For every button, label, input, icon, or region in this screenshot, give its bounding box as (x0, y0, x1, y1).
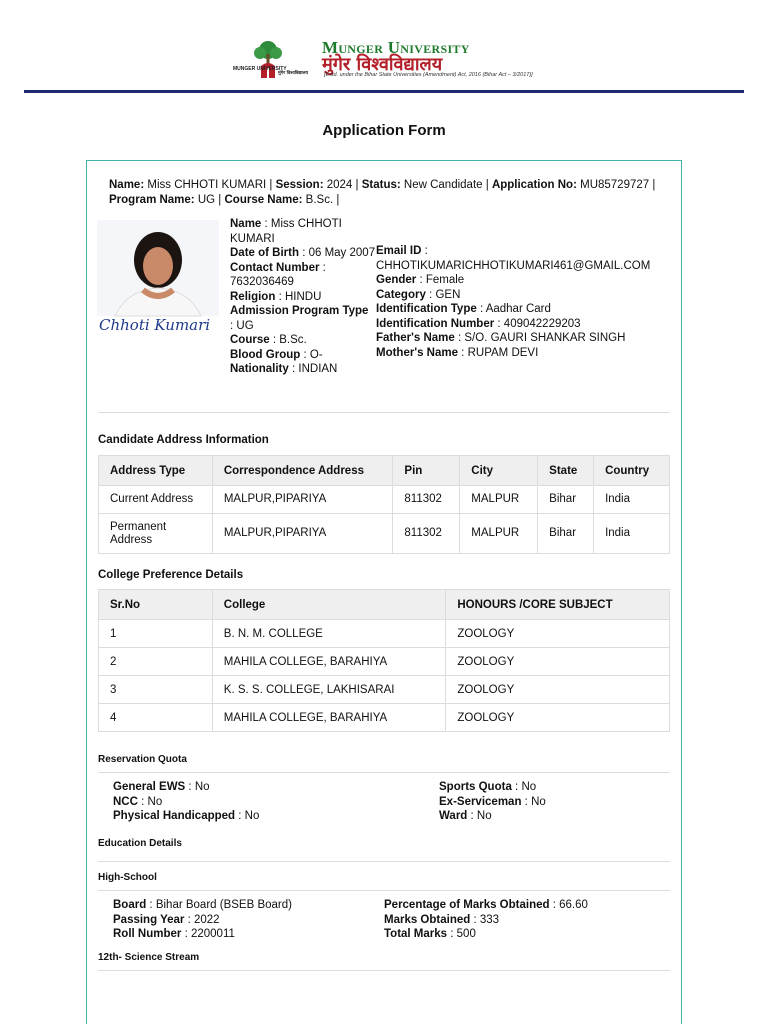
detail-id-number: Identification Number : 409042229203 (376, 317, 581, 330)
summary-app-no: MU85729727 (580, 179, 650, 191)
summary-course-label: Course Name: (224, 194, 303, 206)
hs-marks-obtained: Marks Obtained : 333 (384, 913, 500, 926)
college-section-title: College Preference Details (98, 569, 244, 581)
summary-status: New Candidate (403, 179, 483, 191)
address-section-title: Candidate Address Information (98, 434, 269, 446)
address-table (98, 455, 670, 554)
detail-id-type: Identification Type : Aadhar Card (376, 303, 551, 315)
hs-roll-number: Roll Number : 2200011 (113, 928, 235, 940)
detail-category: Category : GEN (376, 288, 461, 301)
header-divider (24, 90, 744, 93)
candidate-details-right (376, 244, 676, 360)
highschool-left (113, 898, 292, 942)
detail-gender: Gender : Female (376, 274, 465, 286)
cell: MALPUR,PIPARIYA (212, 486, 393, 514)
university-name-en: Munger University (322, 38, 470, 57)
summary-program-label: Program Name: (109, 194, 195, 206)
reservation-section-title: Reservation Quota (98, 754, 187, 765)
cell: MALPUR,PIPARIYA (212, 514, 393, 554)
cell: 811302 (393, 486, 460, 514)
cell: ZOOLOGY (446, 704, 670, 732)
summary-name-label: Name: (109, 179, 145, 191)
highschool-right (384, 898, 588, 942)
divider (98, 970, 670, 971)
cell: MAHILA COLLEGE, BARAHIYA (212, 648, 446, 676)
table-row (99, 648, 670, 676)
detail-mother-name: Mother's Name : RUPAM DEVI (376, 346, 539, 359)
hs-board: Board : Bihar Board (BSEB Board) (113, 899, 292, 911)
cell: 811302 (393, 514, 460, 554)
address-table-header (99, 456, 670, 486)
detail-religion: Religion : HINDU (230, 290, 322, 303)
cell: ZOOLOGY (446, 648, 670, 676)
detail-nationality: Nationality : INDIAN (230, 363, 338, 375)
col-correspondence-address: Correspondence Address (212, 456, 393, 486)
cell: 3 (99, 676, 213, 704)
summary-program: UG (197, 194, 216, 206)
twelfth-title: 12th- Science Stream (98, 952, 200, 963)
page-header (0, 0, 768, 94)
detail-course: Course : B.Sc. (230, 334, 307, 346)
summary-app-no-label: Application No: (491, 179, 577, 191)
table-row (99, 486, 670, 514)
col-subject: HONOURS /CORE SUBJECT (446, 590, 670, 620)
detail-father-name: Father's Name : S/O. GAURI SHANKAR SINGH (376, 332, 626, 344)
cell: Permanent Address (99, 514, 213, 554)
reservation-right (439, 780, 546, 824)
detail-dob: Date of Birth : 06 May 2007 (230, 247, 376, 259)
cell: Bihar (538, 486, 594, 514)
cell: B. N. M. COLLEGE (212, 620, 446, 648)
summary-name: Miss CHHOTI KUMARI (147, 179, 267, 191)
cell: ZOOLOGY (446, 620, 670, 648)
table-row (99, 620, 670, 648)
detail-contact: Contact Number : 7632036469 (230, 261, 326, 288)
table-row (99, 514, 670, 554)
col-country: Country (594, 456, 670, 486)
emblem-label-en: MUNGER UNIVERSITY (233, 66, 287, 72)
education-section-title: Education Details (98, 838, 182, 849)
reservation-ph: Physical Handicapped : No (113, 810, 260, 822)
page-title: Application Form (322, 122, 446, 139)
divider (98, 861, 670, 862)
cell: Bihar (538, 514, 594, 554)
reservation-ward: Ward : No (439, 810, 492, 822)
reservation-left (113, 780, 259, 824)
college-preference-table (98, 589, 670, 732)
candidate-photo (97, 220, 219, 338)
col-address-type: Address Type (99, 456, 213, 486)
cell: ZOOLOGY (446, 676, 670, 704)
detail-program-type: Admission Program Type : UG (230, 305, 369, 332)
cell: MALPUR (460, 514, 538, 554)
divider (98, 772, 670, 773)
hs-total-marks: Total Marks : 500 (384, 928, 476, 940)
cell: 1 (99, 620, 213, 648)
candidate-signature: Chhoti Kumari (99, 316, 211, 334)
col-pin: Pin (393, 456, 460, 486)
summary-session-label: Session: (275, 179, 324, 191)
detail-email: Email ID : CHHOTIKUMARICHHOTIKUMARI461@GMAIL.COM (376, 245, 651, 272)
cell: 2 (99, 648, 213, 676)
hs-passing-year: Passing Year : 2022 (113, 913, 220, 926)
divider (98, 890, 670, 891)
table-row (99, 704, 670, 732)
col-city: City (460, 456, 538, 486)
highschool-title: High-School (98, 872, 157, 883)
cell: 4 (99, 704, 213, 732)
cell: MAHILA COLLEGE, BARAHIYA (212, 704, 446, 732)
application-summary: Name: Miss CHHOTI KUMARI | Session: 2024 | Status: New Candidate | Application No: MU85729727 | Program Name: UG | Course Name: B.Sc. | (109, 179, 656, 206)
cell: India (594, 514, 670, 554)
col-college: College (212, 590, 446, 620)
table-row (99, 676, 670, 704)
emblem-label-hi: मुंगेर विश्वविद्यालय (278, 71, 309, 76)
college-table-header (99, 590, 670, 620)
cell: India (594, 486, 670, 514)
reservation-sports: Sports Quota : No (439, 781, 537, 793)
divider (98, 412, 670, 413)
university-name-hi: मुंगेर विश्वविद्यालय (322, 54, 443, 75)
cell: K. S. S. COLLEGE, LAKHISARAI (212, 676, 446, 704)
reservation-ncc: NCC : No (113, 795, 163, 808)
hs-percentage: Percentage of Marks Obtained : 66.60 (384, 899, 588, 911)
summary-course: B.Sc. (305, 194, 334, 206)
summary-session: 2024 (326, 179, 353, 191)
detail-name: Name : Miss CHHOTI KUMARI (230, 218, 342, 245)
cell: MALPUR (460, 486, 538, 514)
cell: Current Address (99, 486, 213, 514)
summary-status-label: Status: (361, 179, 401, 191)
reservation-general-ews: General EWS : No (113, 781, 210, 793)
col-state: State (538, 456, 594, 486)
detail-blood-group: Blood Group : O- (230, 348, 323, 361)
col-sr-no: Sr.No (99, 590, 213, 620)
candidate-details-left (230, 217, 376, 377)
reservation-ex-serviceman: Ex-Serviceman : No (439, 795, 546, 808)
university-estd-note: [Estd. under the Bihar State Universities (Amendment) Act, 2016 (Bihar Act – 3/2017)] (324, 72, 533, 78)
